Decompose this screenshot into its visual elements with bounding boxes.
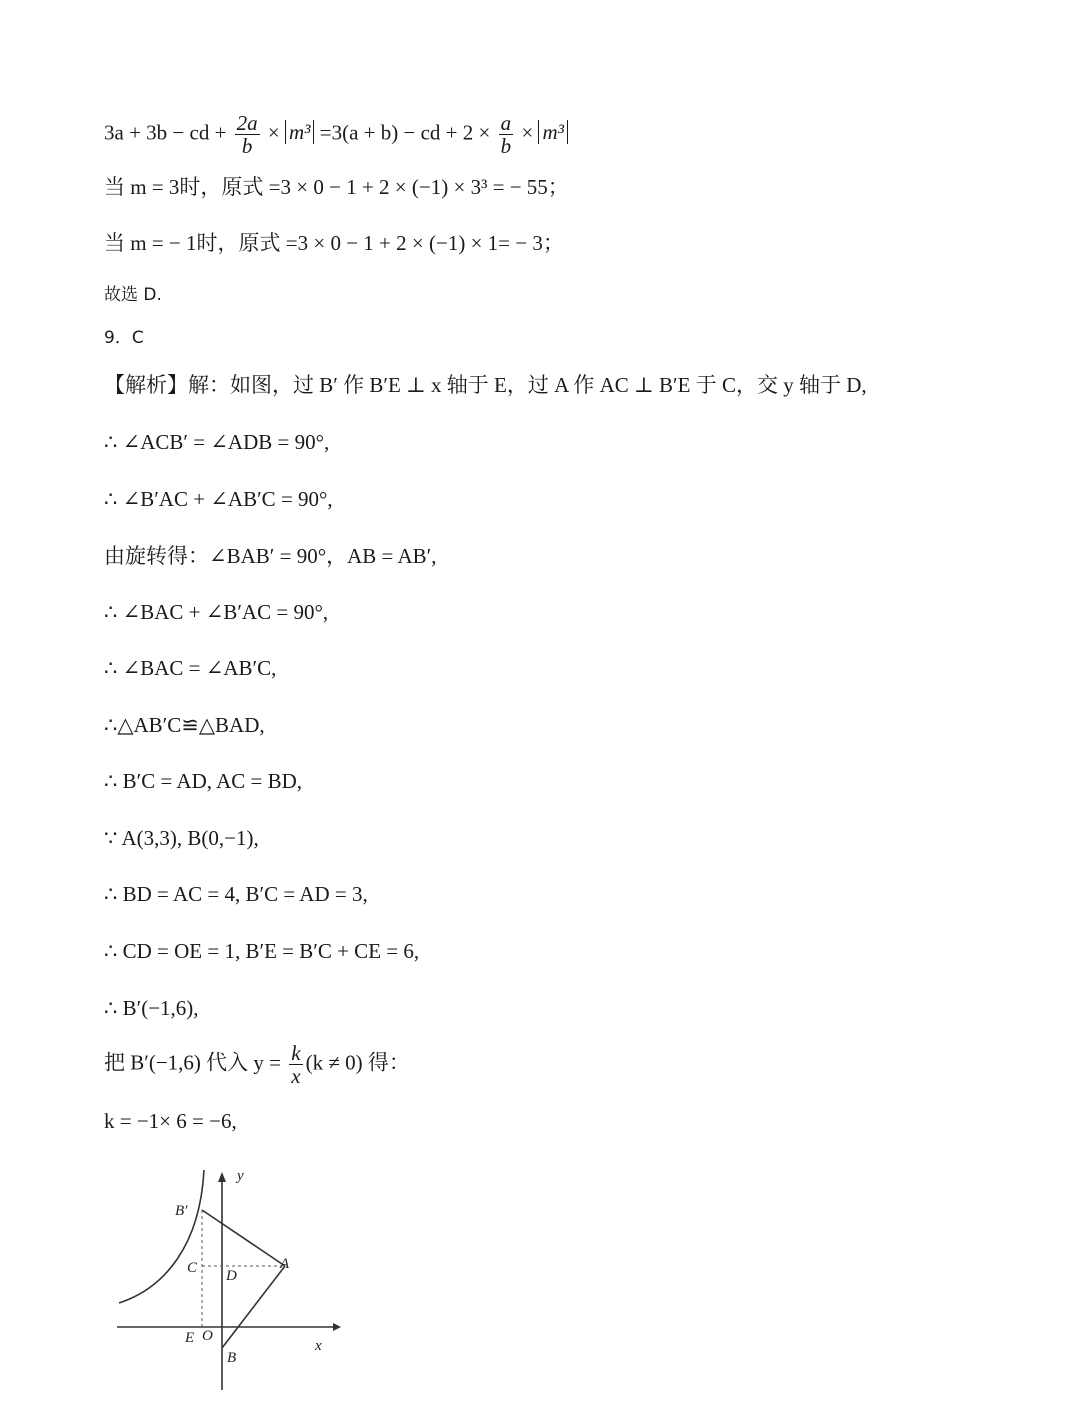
- analysis-intro: 【解析】解：如图，过 B′ 作 B′E ⊥ x 轴于 E，过 A 作 AC ⊥ B′E 于 C，交 y 轴于 D,: [104, 373, 867, 397]
- step-line: ∴ ∠BAC + ∠B′AC = 90°,: [104, 600, 329, 624]
- label-e: E: [185, 1330, 195, 1346]
- step-line: ∴ BD = AC = 4, B′C = AD = 3,: [104, 882, 368, 906]
- label-b: B: [227, 1350, 237, 1366]
- label-x: x: [315, 1338, 322, 1354]
- expression-line: 3a + 3b − cd + $\frac{2a}{b}$ × m³ =3(a + b) − cd + 2 × $\frac{a}{b}$ × m³: [104, 112, 568, 157]
- step-line: ∴ CD = OE = 1, B′E = B′C + CE = 6,: [104, 939, 420, 963]
- abs-m-cubed: m³: [285, 120, 314, 144]
- case-m-3: 当 m = 3时，原式 =3 × 0 − 1 + 2 × (−1) × 3³ = − 55；: [104, 175, 569, 199]
- step-line: 由旋转得：∠BAB′ = 90°，AB = AB′,: [104, 544, 437, 568]
- geometry-figure: [105, 1160, 355, 1395]
- label-o: O: [202, 1328, 213, 1344]
- result-line: k = −1× 6 = −6,: [104, 1109, 237, 1133]
- step-line: ∴ B′C = AD, AC = BD,: [104, 769, 303, 793]
- fraction-k-over-x: $\frac{k}{x}$: [291, 1041, 301, 1088]
- answer-line: 故选 D.: [104, 285, 162, 305]
- fraction-2a-over-b: $\frac{2a}{b}$: [236, 111, 258, 158]
- step-line: ∴△AB′C≌△BAD,: [104, 713, 265, 737]
- question-number: 9．C: [104, 328, 144, 348]
- substitution-line: 把 B′(−1,6) 代入 y = $\frac{k}{x}$ (k ≠ 0) 得：: [104, 1041, 410, 1088]
- step-line: ∴ B′(−1,6),: [104, 996, 199, 1020]
- segment-bp-a: [202, 1210, 285, 1266]
- x-axis-arrow: [333, 1323, 341, 1331]
- expr-part: 3a + 3b − cd +: [104, 120, 232, 145]
- step-line: ∴ ∠B′AC + ∠AB′C = 90°,: [104, 487, 333, 511]
- step-line: ∵ A(3,3), B(0,−1),: [104, 826, 259, 850]
- label-b-prime: B′: [175, 1203, 188, 1219]
- abs-m-cubed: m³: [538, 120, 567, 144]
- step-line: ∴ ∠ACB′ = ∠ADB = 90°,: [104, 430, 330, 454]
- step-line: ∴ ∠BAC = ∠AB′C,: [104, 656, 277, 680]
- hyperbola-curve: [119, 1170, 204, 1303]
- label-y: y: [237, 1168, 244, 1184]
- fraction-a-over-b: $\frac{a}{b}$: [500, 111, 512, 158]
- y-axis-arrow: [218, 1172, 226, 1182]
- label-d: D: [226, 1268, 237, 1284]
- case-m-neg1: 当 m = − 1时，原式 =3 × 0 − 1 + 2 × (−1) × 1= − 3；: [104, 231, 564, 255]
- label-a: A: [280, 1256, 290, 1272]
- label-c: C: [187, 1260, 198, 1276]
